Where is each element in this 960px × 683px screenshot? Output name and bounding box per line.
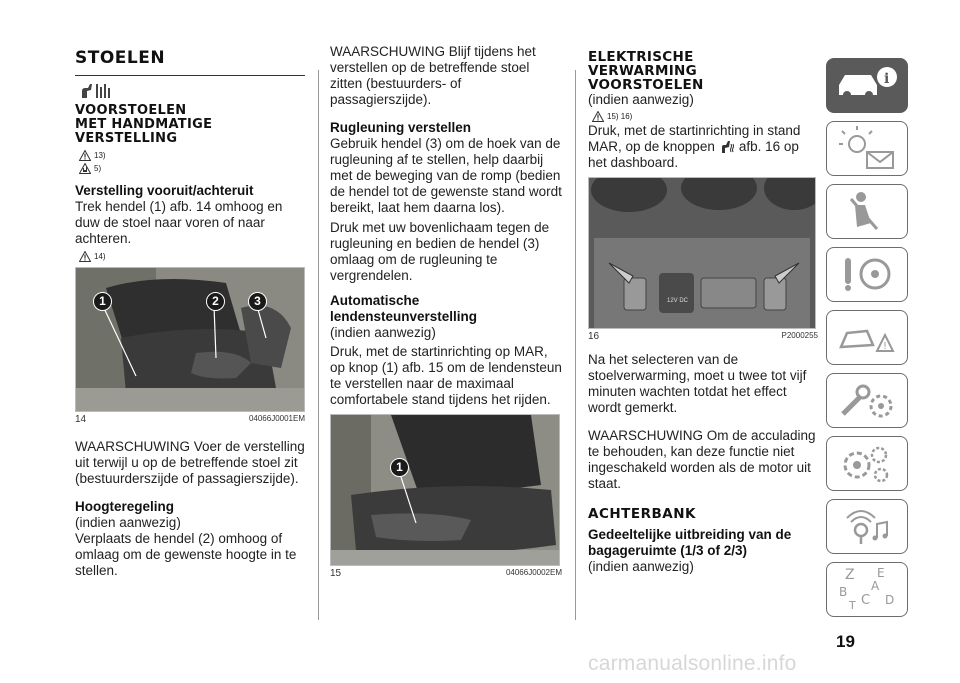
title-rule <box>75 75 305 76</box>
paragraph: Verplaats de hendel (2) omhoog of omlaag om de gewenste hoogte in te stellen. <box>75 531 297 578</box>
column-2 <box>330 44 562 579</box>
tab-maintenance[interactable] <box>826 373 908 428</box>
safety-icon <box>827 185 907 238</box>
column-1 <box>75 50 305 579</box>
technical-data-icon <box>827 437 907 490</box>
tab-index[interactable] <box>826 562 908 617</box>
figure-caption: 15 04066J0002EM <box>330 568 562 579</box>
warning-text: WAARSCHUWING Voer de verstelling uit terwijl u op de betreffende stoel zit (bestuurderszijde of passagierszijde). <box>75 439 305 486</box>
tab-warning-lights[interactable] <box>826 121 908 176</box>
caution-hand-icon <box>79 163 91 174</box>
dashboard-photo <box>589 178 815 328</box>
seat-heater-icon <box>719 140 735 154</box>
warning-triangle-icon <box>592 111 604 122</box>
warning-text: WAARSCHUWING Om de acculading te behouden, kan deze functie niet ingeschakeld worden als de motor uit staat. <box>588 428 816 491</box>
figure-16-heater-buttons <box>588 177 816 329</box>
tab-technical-data[interactable] <box>826 436 908 491</box>
caution-ref: 5) <box>79 162 305 175</box>
seat-photo <box>331 415 559 565</box>
warning-text: WAARSCHUWING Blijf tijdens het verstellen op de betreffende stoel zitten (bestuurders- of passagierszijde). <box>330 44 536 107</box>
section-heading-rear-seat: ACHTERBANK <box>588 506 696 522</box>
paragraph: Druk, met de startinrichting op MAR, op knop (1) afb. 15 om de lendensteun te verstellen naar de maximaal comfortabele stand tijdens het rijden. <box>330 344 562 407</box>
callout-2: 2 <box>206 292 225 311</box>
paragraph: Na het selecteren van de stoelverwarming, moet u twee tot vijf minuten wachten totdat het effect wordt gemerkt. <box>588 352 807 415</box>
car-info-icon <box>827 59 907 112</box>
figure-15-lumbar-button <box>330 414 560 566</box>
paragraph: Druk, met de startinrichting in stand MAR, op de knoppen afb. 16 op het dashboard. <box>588 123 801 170</box>
paragraph: Druk met uw bovenlichaam tegen de rugleuning en bedien de hendel (3) omlaag om de rugleuning te vergrendelen. <box>330 220 550 283</box>
optional-note: (indien aanwezig) <box>330 325 436 340</box>
tab-car-info[interactable] <box>826 58 908 113</box>
optional-note: (indien aanwezig) <box>588 559 694 574</box>
maintenance-icon <box>827 374 907 427</box>
section-heading-manual: VOORSTOELEN MET HANDMATIGE VERSTELLING <box>75 103 213 146</box>
column-divider <box>318 70 319 620</box>
emergency-icon <box>827 311 907 364</box>
index-icon: Z E B C D A T <box>839 566 895 612</box>
page-title: STOELEN <box>75 48 166 68</box>
subheading-backrest: Rugleuning verstellen <box>330 120 472 135</box>
svg-text:!: ! <box>883 341 888 352</box>
svg-text:i: i <box>884 71 890 87</box>
section-heading-heated: ELEKTRISCHE VERWARMING VOORSTOELEN <box>588 49 704 93</box>
paragraph: Gebruik hendel (3) om de hoek van de rugleuning af te stellen, help daarbij met de beweging van de romp (bedien de hendel tot de gewenste stand wordt bereikt, laat hem daarna los). <box>330 136 562 215</box>
seat-photo <box>76 268 304 411</box>
subheading-luggage: Gedeeltelijke uitbreiding van de bagageruimte (1/3 of 2/3) <box>588 527 792 558</box>
warning-triangle-icon <box>79 150 91 161</box>
column-3 <box>588 50 818 575</box>
multimedia-icon <box>827 500 907 553</box>
optional-note: (indien aanwezig) <box>588 92 694 107</box>
callout-3: 3 <box>248 292 267 311</box>
subheading-lumbar: Automatische lendensteunverstelling <box>330 293 478 324</box>
figure-caption: 14 04066J0001EM <box>75 414 305 425</box>
outlet-label: 12V DC <box>667 298 689 304</box>
warning-ref: 13) <box>79 149 305 162</box>
page-number: 19 <box>836 632 855 651</box>
callout-1: 1 <box>390 458 409 477</box>
figure-caption: 16 P2000255 <box>588 331 818 342</box>
warning-ref: 15) 16) <box>592 110 818 123</box>
paragraph: Trek hendel (1) afb. 14 omhoog en duw de stoel naar voren of naar achteren. <box>75 199 283 246</box>
driving-icon <box>827 248 907 301</box>
tab-multimedia[interactable] <box>826 499 908 554</box>
column-divider <box>575 70 576 620</box>
warning-triangle-icon <box>79 251 91 262</box>
optional-note: (indien aanwezig) <box>75 515 181 530</box>
figure-14-seat-levers <box>75 267 305 412</box>
tab-driving[interactable] <box>826 247 908 302</box>
watermark: carmanualsonline.info <box>588 652 797 675</box>
subheading-fore-aft: Verstelling vooruit/achteruit <box>75 183 254 198</box>
warning-lights-icon <box>827 122 907 175</box>
tab-safety[interactable] <box>826 184 908 239</box>
tab-emergency[interactable] <box>826 310 908 365</box>
callout-1: 1 <box>93 292 112 311</box>
subheading-height: Hoogteregeling <box>75 499 175 514</box>
warning-ref: 14) <box>79 250 305 263</box>
seat-manual-icon <box>79 82 305 100</box>
